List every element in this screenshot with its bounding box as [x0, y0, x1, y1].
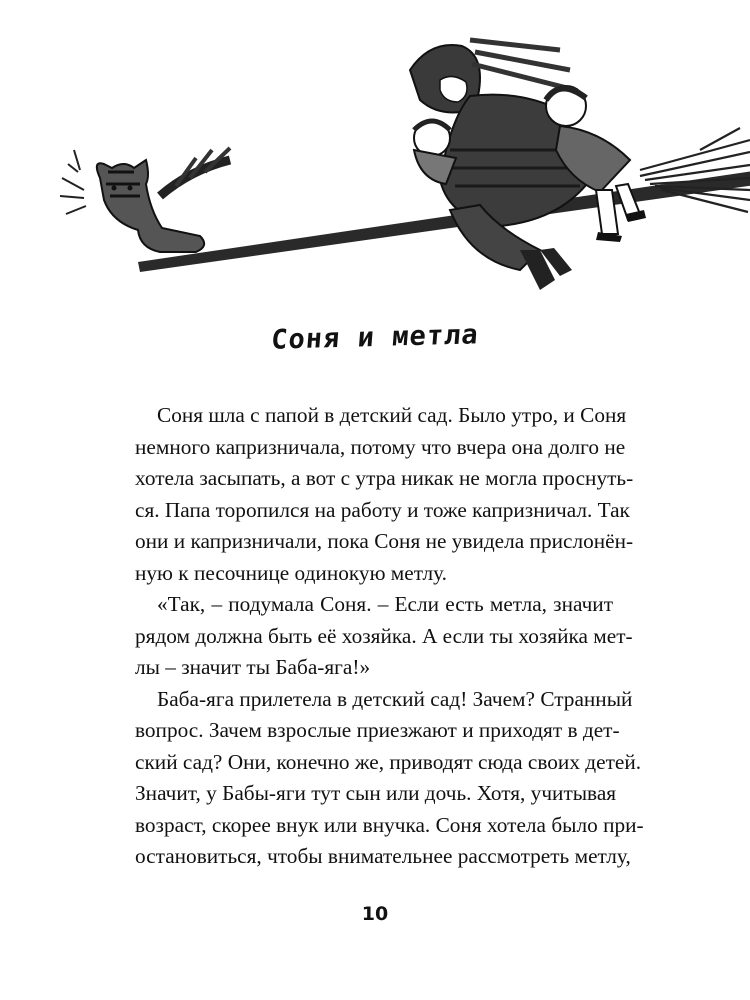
body-text-line: Соня шла с папой в детский сад. Было утро, и Соня — [157, 403, 627, 427]
cat-sketch — [60, 148, 230, 252]
body-text-line: остановиться, чтобы внимательнее рассмотреть метлу, — [135, 844, 631, 868]
broom-bristles — [640, 128, 750, 212]
body-text-line: хотела засыпать, а вот с утра никак не могла проснуть- — [135, 466, 634, 490]
body-text-line: «Так, – подумала Соня. – Если есть метла, значит — [157, 592, 613, 616]
page-number: 10 — [361, 903, 389, 925]
body-text-line: вопрос. Зачем взрослые приезжают и приходят в дет- — [135, 718, 620, 742]
witch-on-broom-sketch — [0, 0, 750, 320]
body-text-line: Баба-яга прилетела в детский сад! Зачем? Странный — [157, 686, 633, 711]
body-text-line: немного капризничала, потому что вчера она долго не — [135, 434, 626, 459]
body-text-line: рядом должна быть её хозяйка. А если ты хозяйка мет- — [135, 623, 633, 648]
broom-flight-illustration — [0, 0, 750, 320]
body-text-line: Значит, у Бабы-яги тут сын или дочь. Хотя, учитывая — [135, 781, 617, 805]
body-text-line: они и капризничали, пока Соня не увидела прислонён- — [135, 529, 634, 553]
body-text-line: ную к песочнице одинокую метлу. — [135, 560, 447, 585]
body-text-line: лы – значит ты Баба-яга!» — [135, 655, 371, 679]
body-text-line: ский сад? Они, конечно же, приводят сюда своих детей. — [135, 749, 642, 774]
body-text — [135, 400, 644, 873]
chapter-title: Соня и метла — [269, 319, 481, 356]
body-text-line: возраст, скорее внук или внучка. Соня хотела было при- — [135, 812, 644, 837]
body-text-line: ся. Папа торопился на работу и тоже капризничал. Так — [135, 497, 630, 522]
